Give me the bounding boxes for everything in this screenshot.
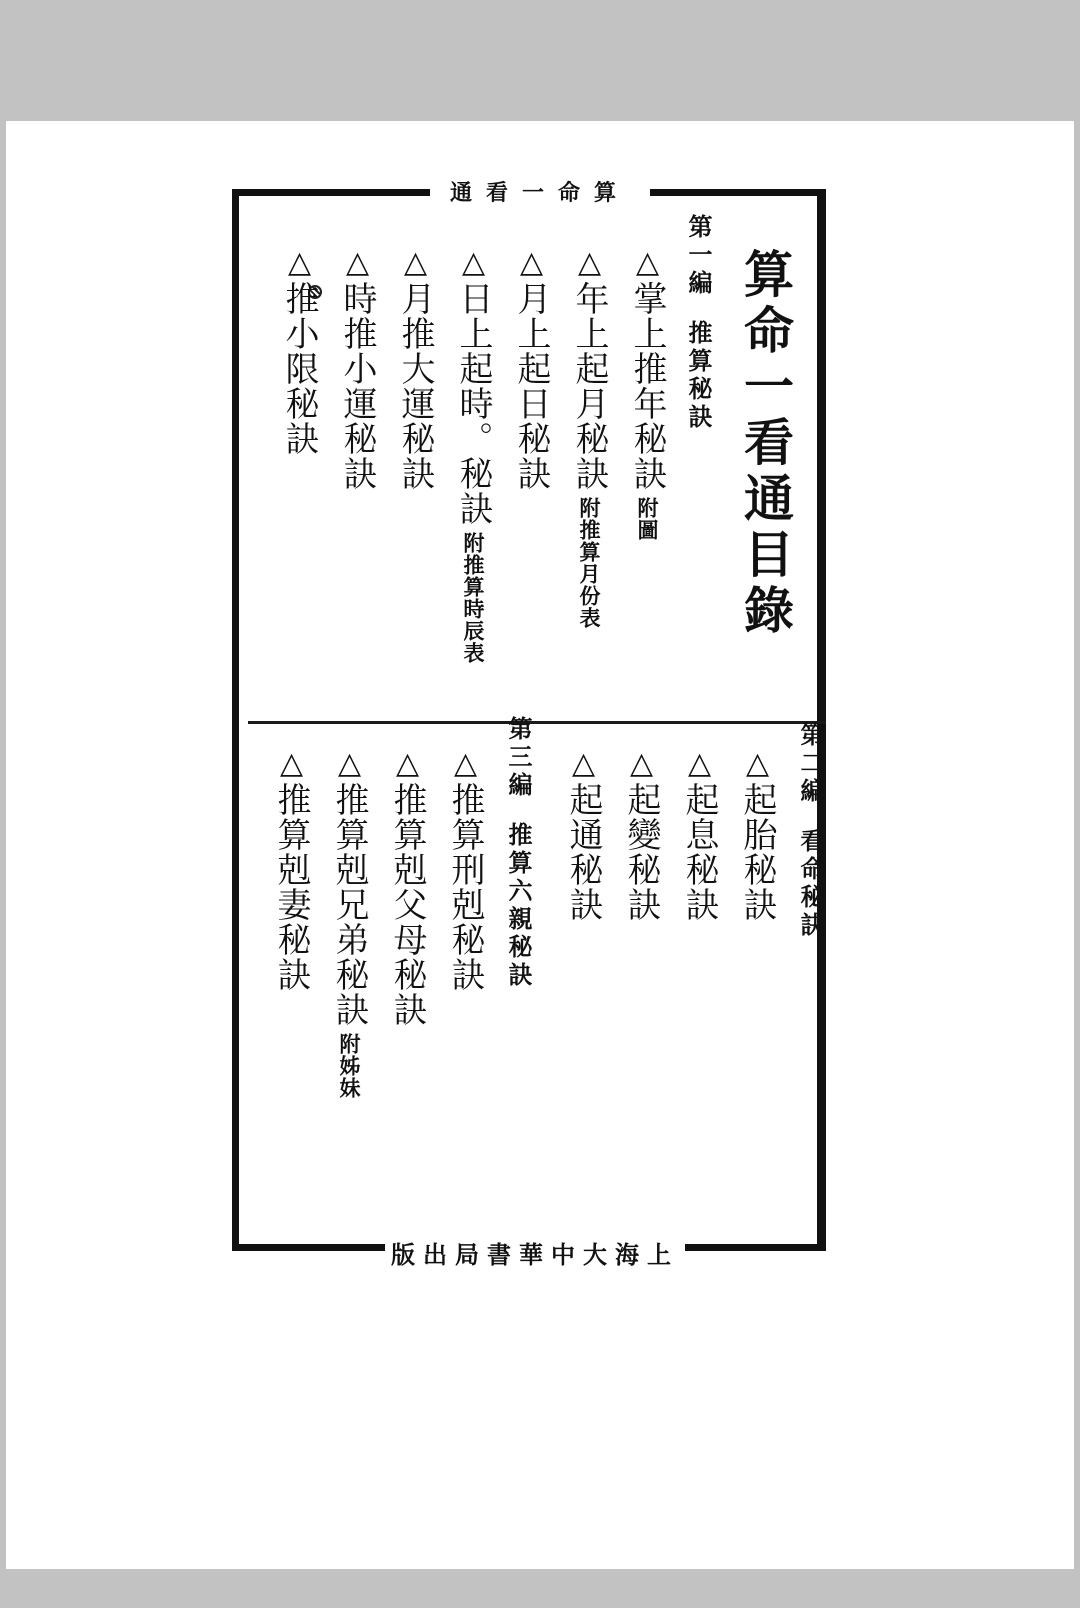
toc-entry: [569, 245, 609, 629]
toc-entry-text: 起胎秘訣: [737, 782, 777, 922]
toc-entry-text: 推小限秘訣: [279, 281, 319, 456]
triangle-icon: △: [274, 746, 309, 782]
toc-entry-text: 推算剋父母秘訣: [387, 782, 427, 1027]
part2-heading-number: 第二編: [796, 722, 825, 806]
toc-entry-text: 推算刑剋秘訣: [445, 782, 485, 992]
toc-entry: [511, 245, 551, 491]
toc-entry-text: 掌上推年秘訣: [627, 281, 667, 491]
toc-entry-note: 附圖: [635, 497, 660, 541]
toc-entry-text: 月推大運秘訣: [395, 281, 435, 491]
triangle-icon: △: [572, 245, 607, 281]
toc-entry: [395, 245, 435, 491]
triangle-icon: △: [340, 245, 375, 281]
triangle-icon: △: [332, 746, 367, 782]
toc-entry-text: 月上起日秘訣: [511, 281, 551, 491]
part3-heading-title: 推算六親秘訣: [504, 822, 533, 990]
triangle-icon: △: [398, 245, 433, 281]
part1-heading-number: 第一編: [684, 214, 713, 298]
triangle-icon: △: [740, 746, 775, 782]
toc-entry-note: 附姊妹: [337, 1033, 362, 1099]
toc-entry-text: 推算剋兄弟秘訣: [329, 782, 369, 1027]
publisher-footer-text: 上海大中華書局出版: [391, 1239, 679, 1269]
toc-entry: [737, 746, 777, 922]
triangle-icon: △: [630, 245, 665, 281]
toc-entry-note: 附推算時辰表: [461, 532, 486, 664]
toc-entry-text: 時推小運秘訣: [337, 281, 377, 491]
toc-entry: [337, 245, 377, 491]
toc-entry-text: 起息秘訣: [679, 782, 719, 922]
triangle-icon: △: [456, 245, 491, 281]
part3-heading-number: 第三編: [504, 716, 533, 800]
toc-entry-text: 起通秘訣: [563, 782, 603, 922]
toc-entry-text: 年上起月秘訣: [569, 281, 609, 491]
part1-heading: [684, 214, 713, 432]
toc-entry: [271, 746, 311, 992]
triangle-icon: △: [682, 746, 717, 782]
toc-entry-text: 日上起時。秘訣: [453, 281, 493, 526]
toc-entry-text: 起變秘訣: [621, 782, 661, 922]
page-title: 算命一看通目錄: [736, 248, 795, 640]
toc-entry-note: 附推算月份表: [577, 497, 602, 629]
toc-entry: [279, 245, 319, 456]
toc-entry: [329, 746, 369, 1099]
toc-entry: [453, 245, 493, 664]
toc-entry: [387, 746, 427, 1027]
part3-heading: [504, 716, 533, 990]
running-header-text: 算命一看通: [449, 179, 630, 206]
part2-heading: [796, 722, 825, 940]
triangle-icon: △: [282, 245, 317, 281]
toc-entry: [563, 746, 603, 922]
publisher-footer: [385, 1237, 685, 1267]
toc-entry: [621, 746, 661, 922]
triangle-icon: △: [448, 746, 483, 782]
toc-entry-text: 推算剋妻秘訣: [271, 782, 311, 992]
running-header: [430, 177, 650, 205]
toc-entry: [445, 746, 485, 992]
triangle-icon: △: [390, 746, 425, 782]
section-divider: [248, 721, 826, 724]
triangle-icon: △: [566, 746, 601, 782]
triangle-icon: △: [514, 245, 549, 281]
toc-entry: [627, 245, 667, 541]
triangle-icon: △: [624, 746, 659, 782]
part1-heading-title: 推算秘訣: [684, 320, 713, 432]
toc-entry: [679, 746, 719, 922]
part2-heading-title: 看命秘訣: [796, 828, 825, 940]
